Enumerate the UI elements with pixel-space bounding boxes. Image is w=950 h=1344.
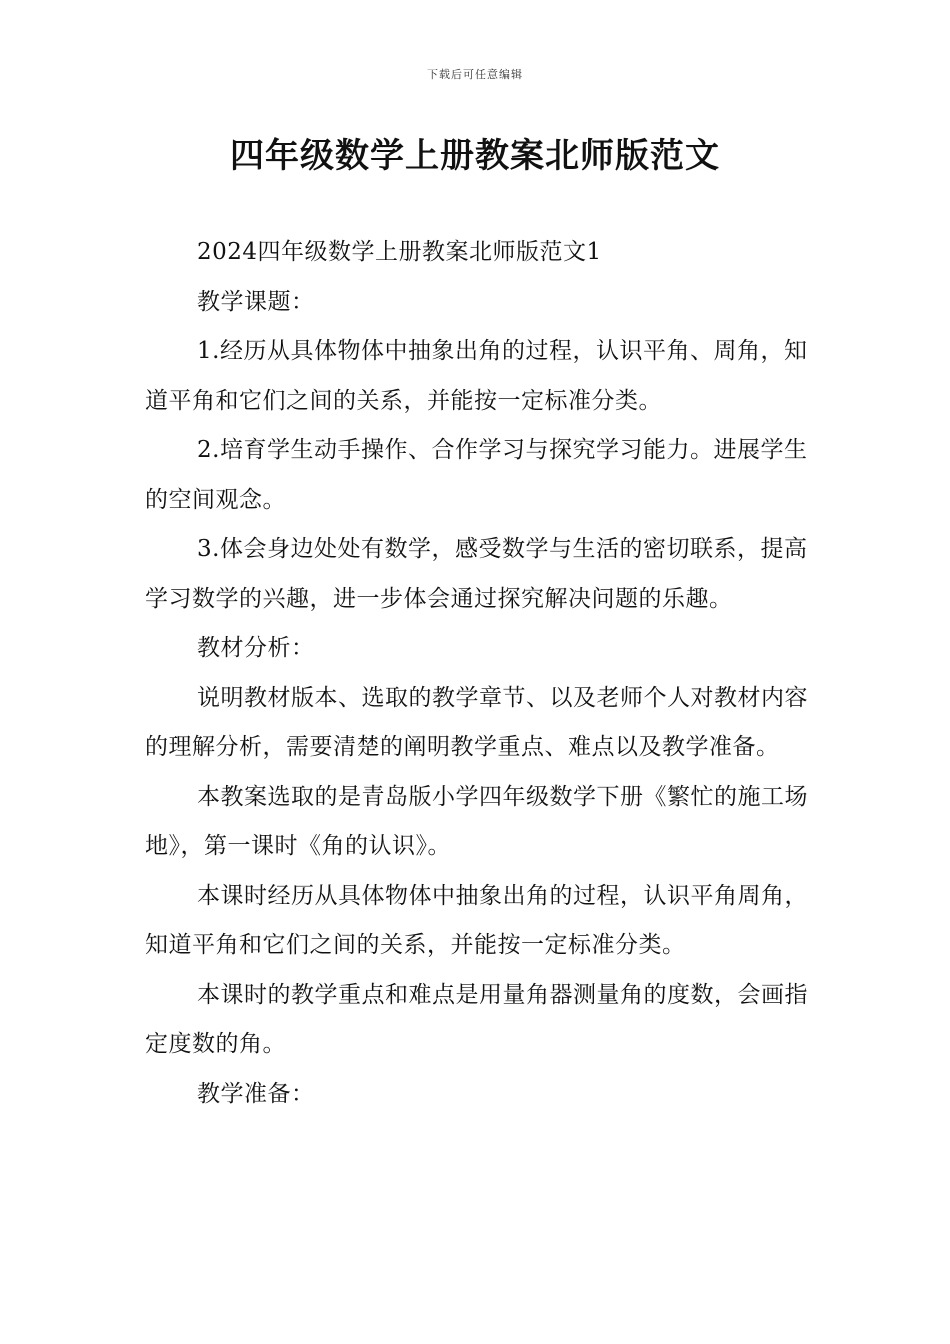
paragraph-goal-2: 2.培育学生动手操作、合作学习与探究学习能力。进展学生的空间观念。 bbox=[145, 437, 808, 513]
paragraph-heading-teaching-topic: 教学课题： bbox=[197, 288, 315, 315]
paragraph-heading-material-analysis: 教材分析： bbox=[197, 635, 315, 661]
paragraph-subtitle: 2024四年级数学上册教案北师版范文1 bbox=[197, 239, 602, 265]
paragraph-heading-preparation: 教学准备： bbox=[197, 1080, 315, 1107]
paragraph-analysis-content: 本课时经历从具体物体中抽象出角的过程，认识平角周角，知道平角和它们之间的关系，并能按一定标准分类。 bbox=[145, 882, 808, 958]
paragraph-goal-1: 1.经历从具体物体中抽象出角的过程，认识平角、周角，知道平角和它们之间的关系，并能按一定标准分类。 bbox=[145, 338, 808, 414]
header-note: 下载后可任意编辑 bbox=[427, 68, 523, 81]
paragraph-analysis-keypoints: 本课时的教学重点和难点是用量角器测量角的度数，会画指定度数的角。 bbox=[145, 981, 808, 1057]
paragraph-goal-3: 3.体会身边处处有数学，感受数学与生活的密切联系，提高学习数学的兴趣，进一步体会通过探究解决问题的乐趣。 bbox=[145, 536, 808, 612]
document-title: 四年级数学上册教案北师版范文 bbox=[230, 136, 720, 176]
paragraph-analysis-intro: 说明教材版本、选取的教学章节、以及老师个人对教材内容的理解分析，需要清楚的阐明教学重点、难点以及教学准备。 bbox=[145, 684, 808, 760]
paragraph-analysis-selection: 本教案选取的是青岛版小学四年级数学下册《繁忙的施工场地》，第一课时《角的认识》。 bbox=[145, 783, 808, 859]
document-body bbox=[145, 228, 815, 1119]
